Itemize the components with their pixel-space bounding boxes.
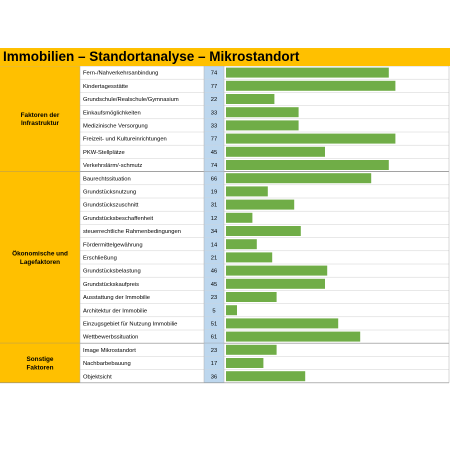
value-label: 74	[210, 163, 218, 170]
bar	[226, 81, 395, 91]
row-label: Erschließung	[83, 255, 117, 262]
chart-title: Immobilien – Standortanalyse – Mikrostandort	[3, 49, 300, 64]
value-label: 19	[210, 189, 218, 196]
bar	[226, 186, 268, 196]
row-label: Grundschule/Realschule/Gymnasium	[83, 97, 179, 104]
bar	[226, 94, 274, 104]
row-label: Grundstücksbelastung	[83, 268, 141, 275]
row-label: Verkehrslärm/-schmutz	[83, 163, 143, 170]
bar	[226, 266, 327, 276]
row-label: Objektsicht	[83, 374, 112, 381]
value-label: 61	[210, 334, 218, 341]
bar	[226, 252, 272, 262]
bar	[226, 239, 257, 249]
bar	[226, 147, 325, 157]
row-label: Wettbewerbssituation	[83, 334, 139, 341]
row-label: Grundstückszuschnitt	[83, 202, 139, 209]
row-label: Fern-/Nahverkehrsanbindung	[83, 70, 159, 77]
bar	[226, 279, 325, 289]
bar	[226, 226, 301, 236]
row-label: Image Mikrostandort	[83, 347, 136, 354]
value-label: 33	[210, 123, 218, 130]
value-label: 51	[210, 321, 218, 328]
bar	[226, 358, 263, 368]
row-label: Fördermittelgewährung	[83, 242, 143, 249]
value-label: 74	[210, 70, 218, 77]
value-label: 77	[210, 136, 218, 143]
category-label: Sonstige Faktoren	[26, 356, 54, 372]
value-label: 77	[210, 83, 218, 90]
row-label: Baurechtssituation	[83, 176, 131, 183]
bar	[226, 318, 338, 328]
bar	[226, 68, 389, 78]
value-label: 17	[210, 361, 218, 368]
category-label: Faktoren der Infrastruktur	[20, 111, 60, 128]
value-label: 21	[210, 255, 218, 262]
bar	[226, 200, 294, 210]
bar	[226, 213, 252, 223]
value-label: 46	[210, 268, 218, 275]
bar	[226, 160, 389, 170]
value-label: 23	[210, 347, 218, 354]
bar	[226, 345, 277, 355]
bar	[226, 292, 277, 302]
value-label: 66	[210, 176, 218, 183]
bar	[226, 134, 395, 144]
row-label: Grundstückskaufpreis	[83, 281, 140, 288]
value-label: 23	[210, 295, 218, 302]
row-label: Grundstücksbeschaffenheit	[83, 215, 154, 222]
value-label: 5	[212, 308, 216, 315]
bar	[226, 120, 299, 130]
bar	[226, 305, 237, 315]
row-label: Ausstattung der Immobilie	[83, 295, 151, 302]
row-label: Einkaufsmöglichkeiten	[83, 110, 141, 117]
category-cell	[0, 343, 80, 383]
row-label: PKW-Stellplätze	[83, 149, 125, 156]
value-label: 12	[210, 215, 218, 222]
bar	[226, 173, 371, 183]
chart-svg	[0, 66, 450, 400]
category-label: Ökonomische und Lagefaktoren	[12, 250, 68, 266]
value-label: 14	[210, 242, 218, 249]
bar	[226, 332, 360, 342]
row-label: Medizinische Versorgung	[83, 123, 148, 130]
row-label: Kindertagesstätte	[83, 83, 129, 90]
value-label: 36	[210, 374, 218, 381]
row-label: steuerrechtliche Rahmenbedingungen	[83, 229, 181, 236]
value-label: 45	[210, 149, 218, 156]
row-label: Freizeit- und Kultureinrichtungen	[83, 136, 167, 143]
value-label: 45	[210, 281, 218, 288]
row-label: Nachbarbebauung	[83, 361, 131, 368]
bar	[226, 371, 305, 381]
value-label: 22	[210, 97, 218, 104]
value-label: 34	[210, 229, 218, 236]
value-label: 33	[210, 110, 218, 117]
row-label: Grundstücksnutzung	[83, 189, 137, 196]
row-label: Architektur der Immobilie	[83, 308, 148, 315]
chart-area	[0, 66, 450, 400]
bar	[226, 107, 299, 117]
row-label: Einzugsgebiet für Nutzung Immobilie	[83, 321, 178, 328]
value-label: 31	[210, 202, 218, 209]
title-bar	[0, 48, 450, 66]
